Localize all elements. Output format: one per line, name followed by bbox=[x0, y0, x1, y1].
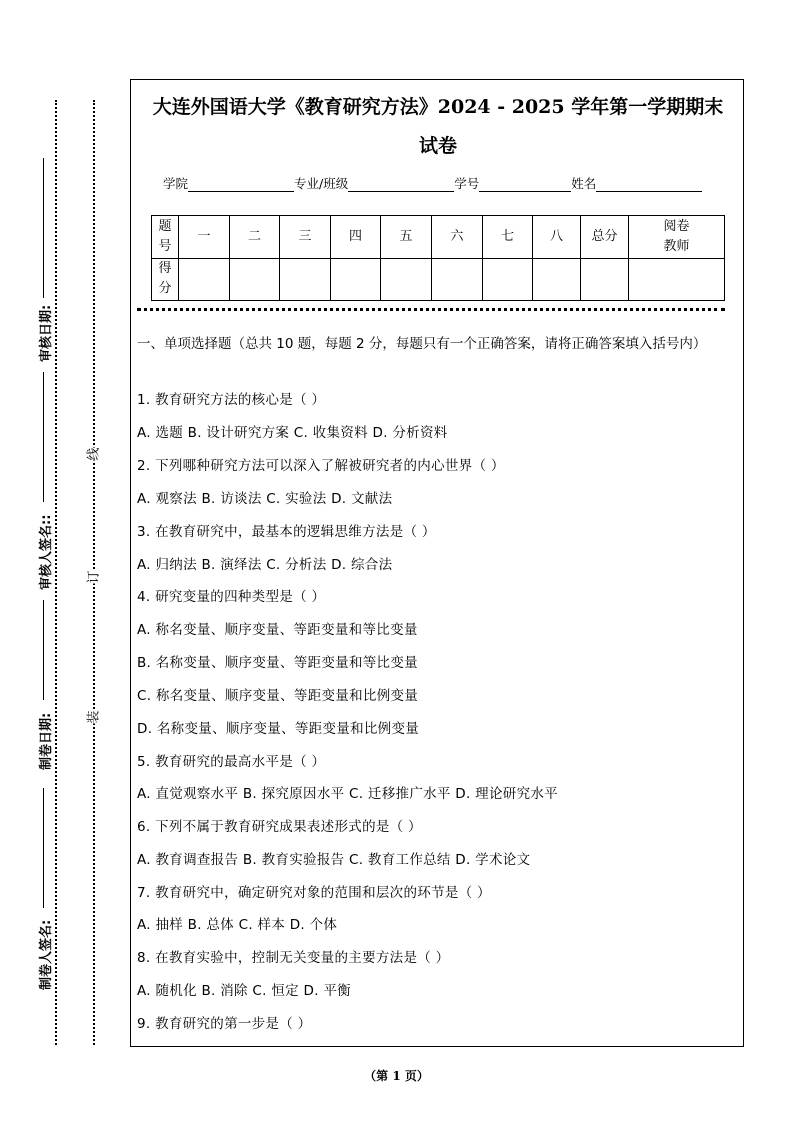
make-date-line[interactable] bbox=[43, 600, 44, 700]
student-id-label: 学号 bbox=[454, 176, 480, 191]
binding-mark-bind: 装 bbox=[86, 710, 102, 724]
col-2: 二 bbox=[230, 216, 280, 259]
binding-mark-line: 线 bbox=[86, 447, 102, 461]
score-cell[interactable] bbox=[179, 258, 230, 301]
question-number-header: 题 号 bbox=[152, 216, 179, 259]
col-7: 七 bbox=[483, 216, 533, 259]
exam-title-line2: 试卷 bbox=[418, 135, 457, 157]
question-line: 7. 教育研究中，确定研究对象的范围和层次的环节是（ ） bbox=[137, 885, 491, 901]
separator-dotted-line bbox=[137, 308, 725, 311]
option-line: A. 选题 B. 设计研究方案 C. 收集资料 D. 分析资料 bbox=[137, 425, 448, 441]
score-table-header-row bbox=[152, 216, 725, 259]
margin-dotted-line-outer bbox=[55, 100, 57, 1045]
score-cell[interactable] bbox=[280, 258, 331, 301]
score-table bbox=[151, 215, 725, 301]
col-total: 总分 bbox=[581, 216, 629, 259]
col-3: 三 bbox=[280, 216, 331, 259]
review-date-label: 审核日期: bbox=[39, 304, 54, 362]
question-line: 5. 教育研究的最高水平是（ ） bbox=[137, 754, 326, 770]
option-line: B. 名称变量、顺序变量、等距变量和等比变量 bbox=[137, 655, 418, 671]
maker-sign-label: 制卷人签名: bbox=[39, 919, 54, 990]
reviewer-sign-line[interactable] bbox=[43, 372, 44, 502]
exam-title-line1: 大连外国语大学《教育研究方法》2024 - 2025 学年第一学期期末 bbox=[152, 96, 724, 118]
page-number: （第 1 页） bbox=[364, 1069, 429, 1083]
section1-heading: 一、单项选择题（总共 10 题，每题 2 分，每题只有一个正确答案，请将正确答案填入括号内） bbox=[137, 336, 707, 352]
option-line: A. 随机化 B. 消除 C. 恒定 D. 平衡 bbox=[137, 983, 351, 999]
option-line: A. 归纳法 B. 演绎法 C. 分析法 D. 综合法 bbox=[137, 557, 393, 573]
score-cell[interactable] bbox=[483, 258, 533, 301]
score-cell[interactable] bbox=[432, 258, 483, 301]
question-line: 8. 在教育实验中，控制无关变量的主要方法是（ ） bbox=[137, 950, 450, 966]
option-line: A. 教育调查报告 B. 教育实验报告 C. 教育工作总结 D. 学术论文 bbox=[137, 852, 531, 868]
col-4: 四 bbox=[331, 216, 381, 259]
option-line: C. 称名变量、顺序变量、等距变量和比例变量 bbox=[137, 688, 419, 704]
major-field[interactable] bbox=[348, 178, 454, 192]
option-line: A. 称名变量、顺序变量、等距变量和等比变量 bbox=[137, 622, 418, 638]
score-cell[interactable] bbox=[331, 258, 381, 301]
college-field[interactable] bbox=[188, 178, 294, 192]
make-date-label: 制卷日期: bbox=[39, 712, 54, 770]
score-row-header: 得 分 bbox=[152, 258, 179, 301]
col-6: 六 bbox=[432, 216, 483, 259]
col-5: 五 bbox=[381, 216, 432, 259]
binding-mark-staple: 订 bbox=[86, 570, 102, 584]
question-line: 3. 在教育研究中，最基本的逻辑思维方法是（ ） bbox=[137, 524, 436, 540]
col-1: 一 bbox=[179, 216, 230, 259]
score-cell[interactable] bbox=[230, 258, 280, 301]
major-label: 专业/班级 bbox=[294, 176, 349, 191]
reviewer-sign-label: 审核人签名:: bbox=[39, 514, 54, 590]
question-line: 9. 教育研究的第一步是（ ） bbox=[137, 1016, 312, 1032]
score-cell[interactable] bbox=[533, 258, 581, 301]
score-table-score-row bbox=[152, 258, 725, 301]
question-line: 2. 下列哪种研究方法可以深入了解被研究者的内心世界（ ） bbox=[137, 458, 505, 474]
option-line: D. 名称变量、顺序变量、等距变量和比例变量 bbox=[137, 721, 420, 737]
maker-sign-line[interactable] bbox=[43, 788, 44, 908]
name-field[interactable] bbox=[596, 178, 702, 192]
option-line: A. 直觉观察水平 B. 探究原因水平 C. 迁移推广水平 D. 理论研究水平 bbox=[137, 786, 558, 802]
score-cell-total[interactable] bbox=[581, 258, 629, 301]
student-info-row bbox=[163, 174, 702, 192]
question-line: 1. 教育研究方法的核心是（ ） bbox=[137, 392, 326, 408]
col-8: 八 bbox=[533, 216, 581, 259]
option-line: A. 抽样 B. 总体 C. 样本 D. 个体 bbox=[137, 917, 338, 933]
student-id-field[interactable] bbox=[479, 178, 571, 192]
score-cell[interactable] bbox=[381, 258, 432, 301]
college-label: 学院 bbox=[163, 176, 189, 191]
name-label: 姓名 bbox=[571, 176, 597, 191]
option-line: A. 观察法 B. 访谈法 C. 实验法 D. 文献法 bbox=[137, 491, 393, 507]
grader-cell[interactable] bbox=[629, 258, 725, 301]
review-date-line[interactable] bbox=[43, 158, 44, 298]
question-line: 6. 下列不属于教育研究成果表述形式的是（ ） bbox=[137, 819, 422, 835]
question-line: 4. 研究变量的四种类型是（ ） bbox=[137, 589, 326, 605]
grader-header: 阅卷 教师 bbox=[629, 216, 725, 259]
